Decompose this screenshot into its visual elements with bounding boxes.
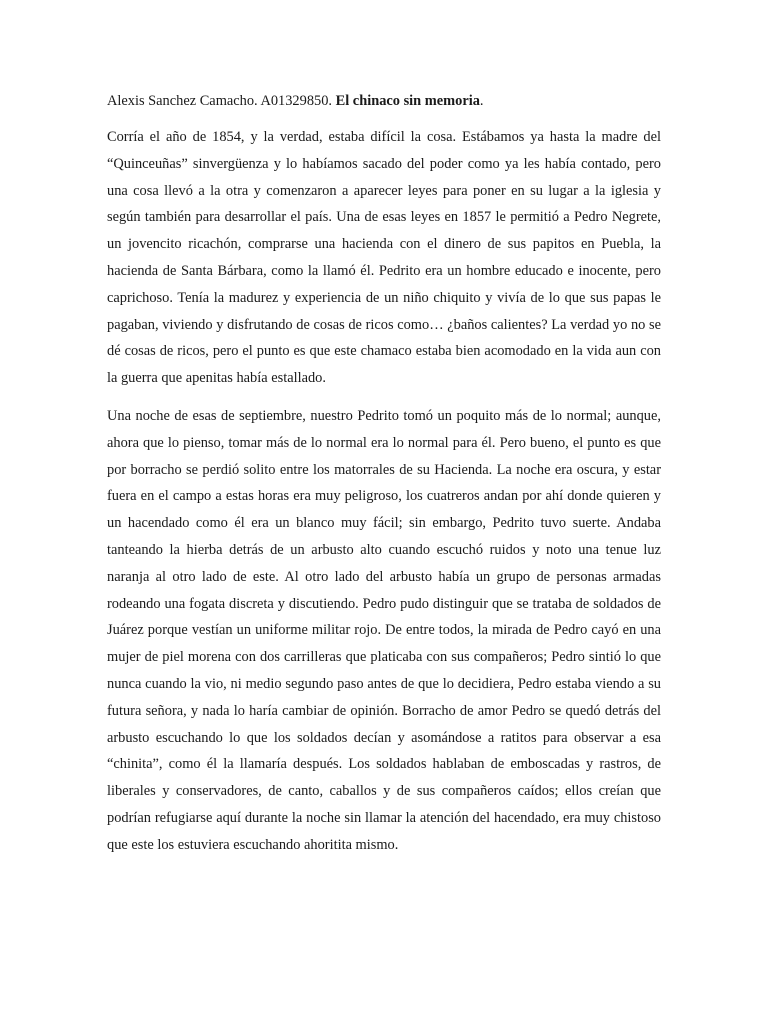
title-period: . (479, 93, 484, 109)
document-header (107, 91, 667, 111)
author-line: Alexis Sanchez Camacho. A01329850. (107, 93, 336, 109)
paragraph-2: Una noche de esas de septiembre, nuestro Pedrito tomó un poquito más de lo normal; aunque, ahora que lo pienso, tomar más de lo normal era lo normal para él. Pero bueno, el punto es que por borracho se perdió solito entre los matorrales de su Hacienda. La noche era oscura, y estar fuera en el campo a estas horas era muy peligroso, los cuatreros andan por ahí donde quieren y un hacendado como él era un blanco muy fácil; sin embargo, Pedrito tuvo suerte. Andaba tanteando la hierba detrás de un arbusto alto cuando escuchó ruidos y noto una tenue luz naranja al otro lado de este. Al otro lado del arbusto había un grupo de personas armadas rodeando una fogata discreta y discutiendo. Pedro pudo distinguir que se trataba de soldados de Juárez porque vestían un uniforme militar rojo. De entre todos, la mirada de Pedro cayó en una mujer de piel morena con dos carrilleras que platicaba con sus compañeros; Pedro sintió lo que nunca cuando la vio, ni medio segundo paso antes de que lo decidiera, Pedro estaba viendo a su futura señora, y nada lo haría cambiar de opinión. Borracho de amor Pedro se quedó detrás del arbusto escuchando lo que los soldados decían y asomándose a ratitos para observar a esa “chinita”, como él la llamaría después. Los soldados hablaban de emboscadas y rastros, de liberales y conservadores, de canto, caballos y de sus compañeros caídos; ellos creían que podrían refugiarse aquí durante la noche sin llamar la atención del hacendado, era muy chistoso que este los estuviera escuchando ahoritita mismo. (107, 408, 661, 853)
document-title: El chinaco sin memoria (335, 93, 480, 109)
paragraph-1: Corría el año de 1854, y la verdad, estaba difícil la cosa. Estábamos ya hasta la madre del “Quinceuñas” sinvergüenza y lo habíamos sacado del poder como ya les había contado, pero una cosa llevó a la otra y comenzaron a aparecer leyes para poner en su lugar a la iglesia y según también para desarrollar el país. Una de esas leyes en 1857 le permitió a Pedro Negrete, un jovencito ricachón, comprarse una hacienda con el dinero de sus papitos en Puebla, la hacienda de Santa Bárbara, como la llamó él. Pedrito era un hombre educado e inocente, pero caprichoso. Tenía la madurez y experiencia de un niño chiquito y vivía de lo que sus papas le pagaban, viviendo y disfrutando de cosas de ricos como… ¿baños calientes? La verdad yo no se dé cosas de ricos, pero el punto es que este chamaco estaba bien acomodado en la vida aun con la guerra que apenitas había estallado. (107, 129, 661, 387)
